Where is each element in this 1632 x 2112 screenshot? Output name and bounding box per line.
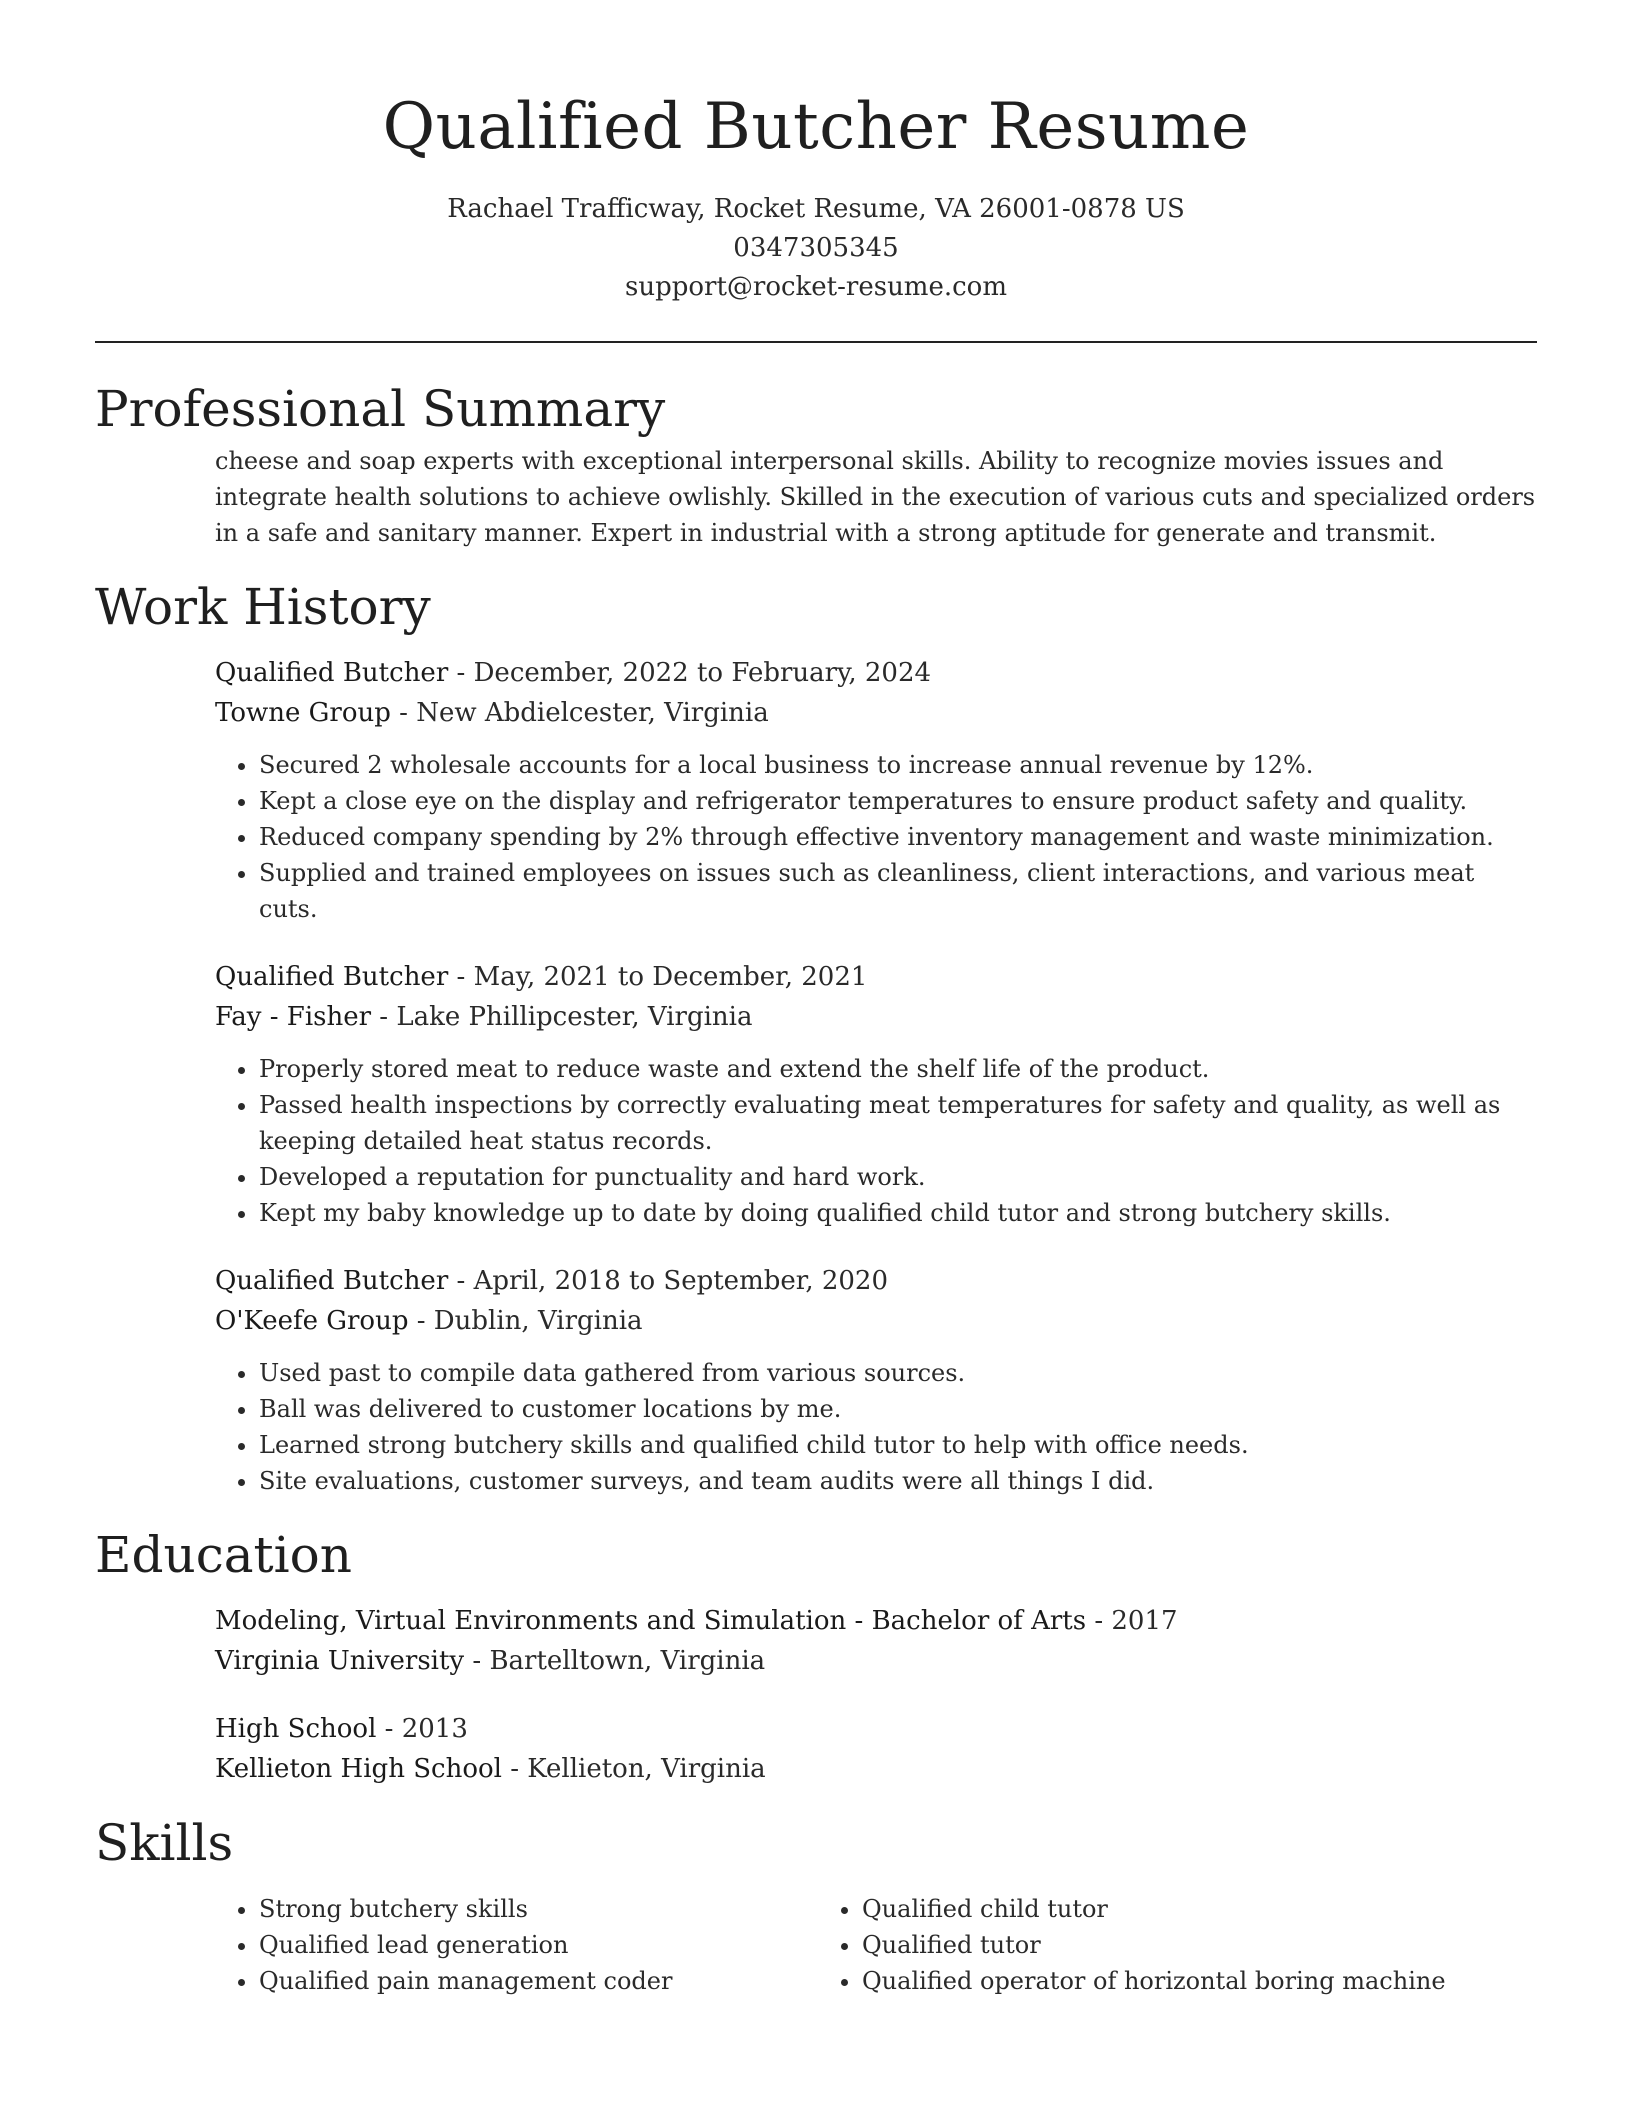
job-bullet: • Learned strong butchery skills and qualified child tutor to help with office needs. [259, 1427, 1537, 1463]
education-location: - Kellieton, Virginia [501, 1754, 766, 1784]
job-title-line [215, 1261, 1537, 1301]
job-location: - Dublin, Virginia [408, 1306, 643, 1336]
job-bullet: • Used past to compile data gathered from various sources. [259, 1355, 1537, 1391]
skill-item: • Strong butchery skills [259, 1891, 818, 1927]
education-school: Kellieton High School [215, 1754, 502, 1784]
job-company-line [215, 693, 1537, 733]
job-company-line [215, 997, 1537, 1037]
job-bullet: • Kept a close eye on the display and refrigerator temperatures to ensure product safety and quality. [259, 783, 1537, 819]
job-company: Fay - Fisher [215, 1002, 372, 1032]
job-bullets [215, 1355, 1537, 1499]
job-entry [215, 653, 1537, 927]
skills-column-left [215, 1891, 818, 1999]
contact-email: support@rocket-resume.com [624, 272, 1007, 302]
job-bullet: • Ball was delivered to customer locations by me. [259, 1391, 1537, 1427]
education-degree-line [215, 1709, 1537, 1749]
education-school: Virginia University [215, 1646, 465, 1676]
resume-title: Qualified Butcher Resume [382, 90, 1250, 164]
skill-item: • Qualified pain management coder [259, 1963, 818, 1999]
skills-column-right [818, 1891, 1537, 1999]
education-year: - 2017 [1086, 1606, 1178, 1636]
summary-text: cheese and soap experts with exceptional interpersonal skills. Ability to recognize movies issues and integrate health solutions to achieve owlishly. Skilled in the execution of various cuts and specialized orders in a safe and sanitary manner. Expert in industrial with a strong aptitude for generate and transmit. [215, 447, 1536, 547]
education-heading: Education [95, 1526, 352, 1584]
job-company: Towne Group [215, 698, 391, 728]
job-title: Qualified Butcher [215, 1266, 449, 1296]
job-bullet: • Properly stored meat to reduce waste and extend the shelf life of the product. [259, 1051, 1537, 1087]
summary-heading: Professional Summary [95, 380, 666, 438]
job-title-line [215, 957, 1537, 997]
job-bullet: • Secured 2 wholesale accounts for a local business to increase annual revenue by 12%. [259, 747, 1537, 783]
job-company: O'Keefe Group [215, 1306, 409, 1336]
education-degree: Modeling, Virtual Environments and Simulation - Bachelor of Arts [215, 1606, 1087, 1636]
work-history-section [95, 575, 1537, 1499]
job-dates: - April, 2018 to September, 2020 [448, 1266, 889, 1296]
skill-item: • Qualified lead generation [259, 1927, 818, 1963]
contact-info [95, 190, 1537, 307]
job-entry [215, 957, 1537, 1231]
job-bullet: • Developed a reputation for punctuality and hard work. [259, 1159, 1537, 1195]
job-title: Qualified Butcher [215, 658, 449, 688]
skills-heading: Skills [95, 1814, 234, 1872]
resume-page [95, 0, 1537, 1999]
skills-section [95, 1811, 1537, 1999]
contact-address: Rachael Trafficway, Rocket Resume, VA 26001-0878 US [447, 194, 1185, 224]
job-bullet: • Site evaluations, customer surveys, and team audits were all things I did. [259, 1463, 1537, 1499]
job-bullet: • Kept my baby knowledge up to date by doing qualified child tutor and strong butchery skills. [259, 1195, 1537, 1231]
summary-section [95, 377, 1537, 551]
job-title-line [215, 653, 1537, 693]
job-bullets [215, 747, 1537, 927]
education-entry [215, 1709, 1537, 1789]
job-location: - Lake Phillipcester, Virginia [371, 1002, 753, 1032]
education-location: - Bartelltown, Virginia [464, 1646, 766, 1676]
education-degree-line [215, 1601, 1537, 1641]
skills-grid [215, 1891, 1537, 1999]
job-title: Qualified Butcher [215, 962, 449, 992]
job-location: - New Abdielcester, Virginia [390, 698, 769, 728]
job-dates: - May, 2021 to December, 2021 [448, 962, 868, 992]
education-school-line [215, 1749, 1537, 1789]
education-degree: High School [215, 1714, 377, 1744]
job-bullet: • Passed health inspections by correctly evaluating meat temperatures for safety and quality, as well as keeping detailed heat status records. [259, 1087, 1537, 1159]
education-school-line [215, 1641, 1537, 1681]
education-year: - 2013 [376, 1714, 468, 1744]
education-entry [215, 1601, 1537, 1681]
job-bullet: • Reduced company spending by 2% through effective inventory management and waste minimization. [259, 819, 1537, 855]
job-bullet: • Supplied and trained employees on issues such as cleanliness, client interactions, and various meat cuts. [259, 855, 1537, 927]
job-company-line [215, 1301, 1537, 1341]
skill-item: • Qualified operator of horizontal boring machine [862, 1963, 1537, 1999]
contact-phone: 0347305345 [733, 233, 899, 263]
education-section [95, 1523, 1537, 1789]
job-dates: - December, 2022 to February, 2024 [448, 658, 932, 688]
work-history-heading: Work History [95, 578, 431, 636]
skill-item: • Qualified child tutor [862, 1891, 1537, 1927]
header-divider [95, 341, 1537, 343]
job-bullets [215, 1051, 1537, 1231]
skill-item: • Qualified tutor [862, 1927, 1537, 1963]
job-entry [215, 1261, 1537, 1499]
